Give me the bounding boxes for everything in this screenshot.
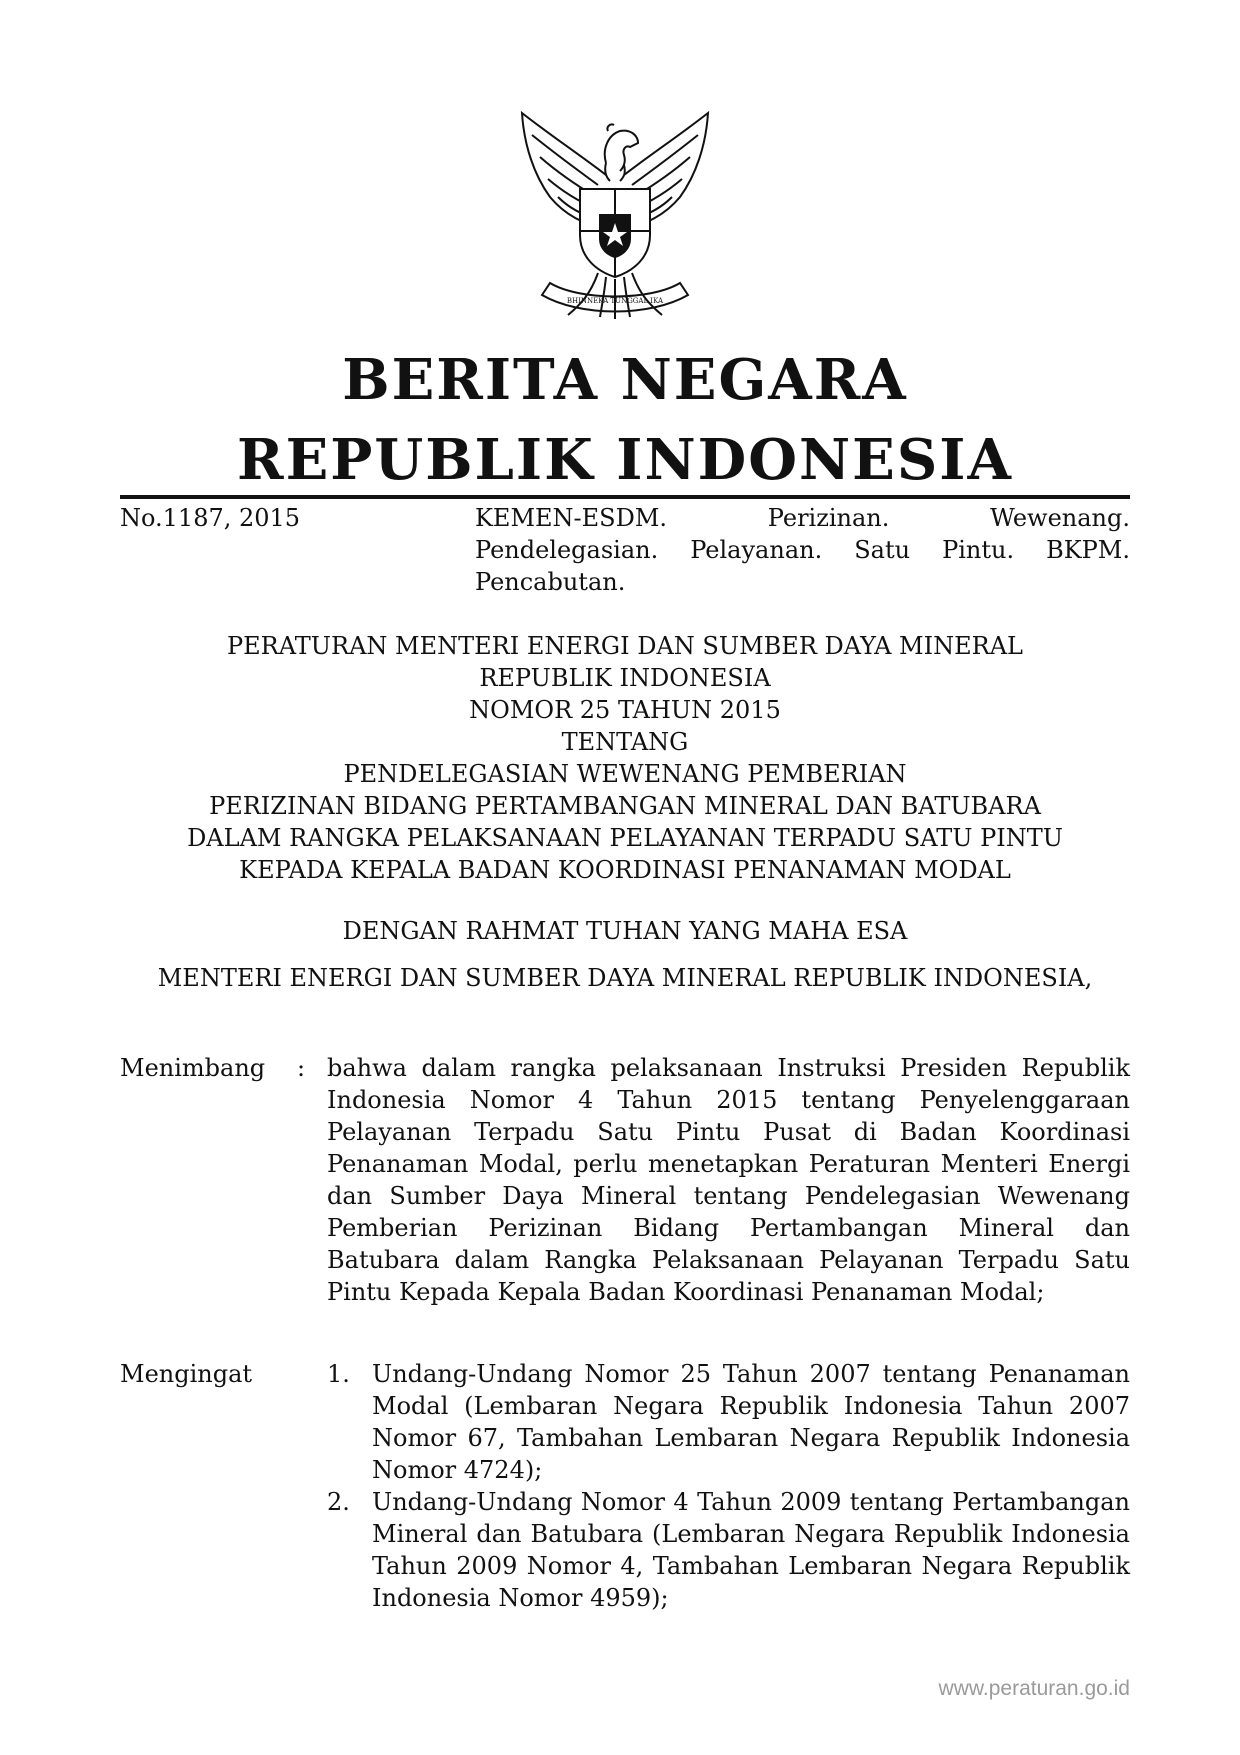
mengingat-item-text: Undang-Undang Nomor 25 Tahun 2007 tentang Penanaman Modal (Lembaran Negara Republik Indonesia Tahun 2007 Nomor 67, Tambahan Lembaran Negara Republik Indonesia Nomor 4724); bbox=[372, 1360, 1130, 1484]
menimbang-text: bahwa dalam rangka pelaksanaan Instruksi Presiden Republik Indonesia Nomor 4 Tahun 2015 tentang Penyelenggaraan Pelayanan Terpadu Satu Pintu Pusat di Badan Koordinasi Penanaman Modal, perlu menetapkan Peraturan Menteri Energi dan Sumber Daya Mineral tentang Pendelegasian Wewenang Pemberian Perizinan Bidang Pertambangan Mineral dan Batubara dalam Rangka Pelaksanaan Pelayanan Terpadu Satu Pintu Kepada Kepala Badan Koordinasi Penanaman Modal; bbox=[327, 1054, 1130, 1306]
mengingat-item bbox=[327, 1358, 1130, 1486]
title-line: REPUBLIK INDONESIA bbox=[479, 664, 771, 692]
title-line: DALAM RANGKA PELAKSANAAN PELAYANAN TERPADU SATU PINTU bbox=[187, 824, 1063, 852]
masthead-title: BERITA NEGARA bbox=[342, 347, 908, 413]
masthead-divider bbox=[120, 495, 1130, 499]
garuda-pancasila-emblem-icon bbox=[510, 105, 720, 327]
mengingat-item bbox=[327, 1486, 1130, 1614]
title-line: PERATURAN MENTERI ENERGI DAN SUMBER DAYA MINERAL bbox=[227, 632, 1023, 660]
masthead-subtitle: REPUBLIK INDONESIA bbox=[237, 427, 1013, 493]
preamble-minister: MENTERI ENERGI DAN SUMBER DAYA MINERAL REPUBLIK INDONESIA, bbox=[157, 964, 1093, 992]
title-line: PERIZINAN BIDANG PERTAMBANGAN MINERAL DAN BATUBARA bbox=[209, 792, 1041, 820]
mengingat-item-text: Undang-Undang Nomor 4 Tahun 2009 tentang Pertambangan Mineral dan Batubara (Lembaran Negara Republik Indonesia Tahun 2009 Nomor 4, Tambahan Lembaran Negara Republik Indonesia Nomor 4959); bbox=[372, 1488, 1130, 1612]
emblem-motto: BHINNEKA TUNGGAL IKA bbox=[566, 297, 664, 305]
menimbang-label: Menimbang bbox=[120, 1054, 266, 1082]
gazette-topics: KEMEN-ESDM. Perizinan. Wewenang. Pendelegasian. Pelayanan. Satu Pintu. BKPM. Pencabutan. bbox=[475, 504, 1130, 596]
mengingat-label: Mengingat bbox=[120, 1360, 253, 1388]
menimbang-colon: : bbox=[297, 1054, 306, 1082]
footer-url: www.peraturan.go.id bbox=[938, 1677, 1130, 1700]
regulation-title bbox=[120, 630, 1130, 886]
title-line: PENDELEGASIAN WEWENANG PEMBERIAN bbox=[343, 760, 907, 788]
gazette-number: No.1187, 2015 bbox=[120, 504, 301, 532]
preamble-blessing: DENGAN RAHMAT TUHAN YANG MAHA ESA bbox=[342, 917, 908, 945]
title-line: TENTANG bbox=[561, 728, 689, 756]
title-line: NOMOR 25 TAHUN 2015 bbox=[469, 696, 781, 724]
mengingat-item-number: 2. bbox=[327, 1488, 350, 1516]
title-line: KEPADA KEPALA BADAN KOORDINASI PENANAMAN MODAL bbox=[239, 856, 1011, 884]
mengingat-item-number: 1. bbox=[327, 1360, 350, 1388]
